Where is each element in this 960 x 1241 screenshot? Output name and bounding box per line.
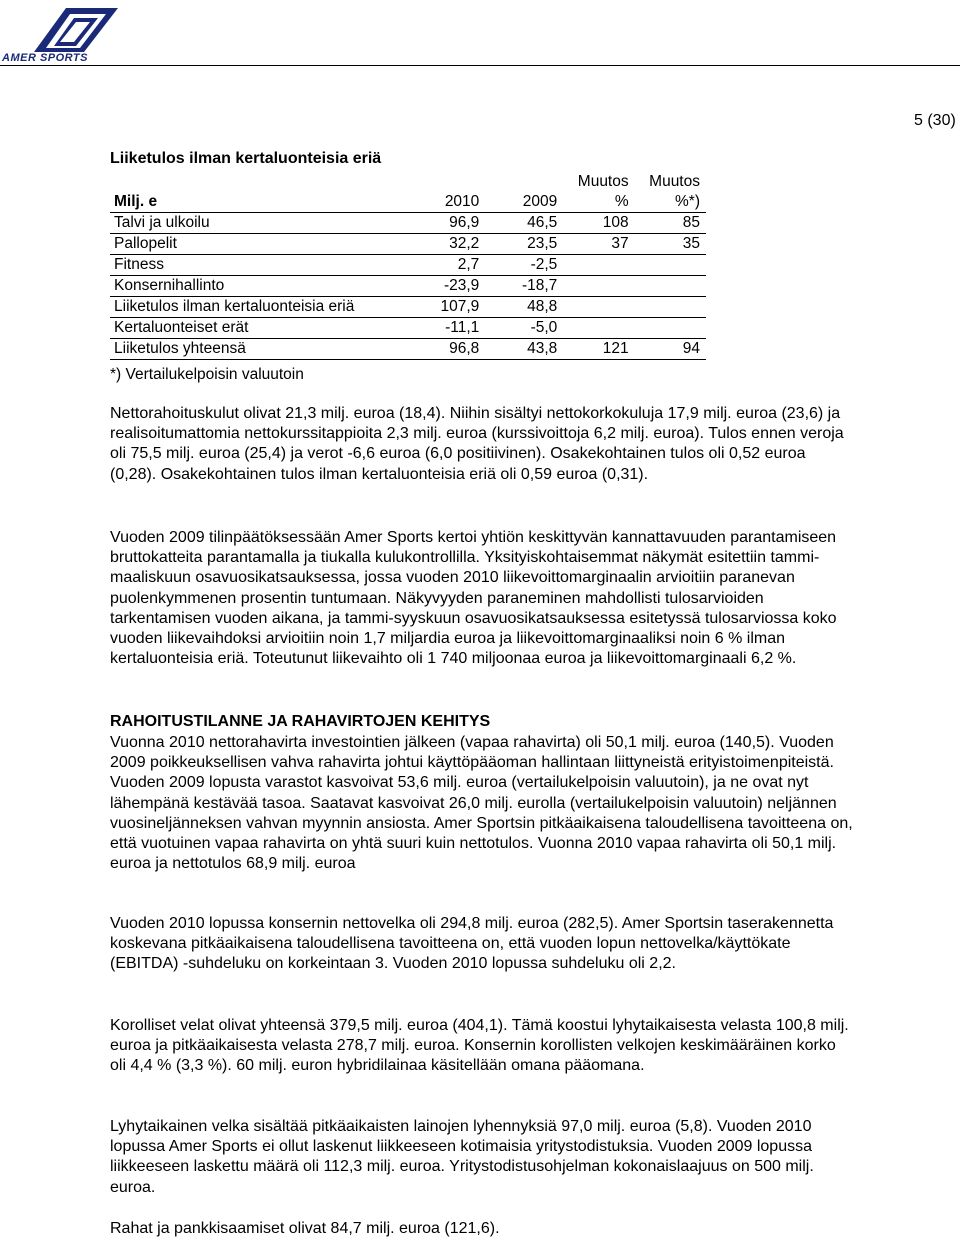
paragraph-cash: Rahat ja pankkisaamiset olivat 84,7 milj. euroa (121,6). xyxy=(110,1220,500,1237)
table-row xyxy=(110,255,706,276)
paragraph-interest-bearing-debt: Korolliset velat olivat yhteensä 379,5 milj. euroa (404,1). Tämä koostui lyhytaikaisesta velasta 100,8 milj. euroa ja pitkäaikaisesta velasta 278,7 milj. euroa. Konsernin korollisten velkojen keskimääräinen korko oli 4,4 % (3,3 %). 60 milj. euron hybridilainaa käsitellään omana pääomana. xyxy=(110,1017,849,1075)
cell: 46,5 xyxy=(485,213,563,234)
cell: -18,7 xyxy=(485,276,563,297)
row-label: Talvi ja ulkoilu xyxy=(110,213,407,234)
cell: 2,7 xyxy=(407,255,485,276)
table-row xyxy=(110,276,706,297)
cell xyxy=(635,276,706,297)
cell xyxy=(563,297,634,318)
cell: 107,9 xyxy=(407,297,485,318)
header-cell: Milj. e xyxy=(110,172,407,213)
paragraph-net-debt: Vuoden 2010 lopussa konsernin nettovelka oli 294,8 milj. euroa (282,5). Amer Sportsin taserakennetta koskevana pitkäaikaisena taloudellisena tavoitteena on, että vuoden lopun nettovelka/käyttökate (EBITDA) -suhdeluku on korkeintaan 3. Vuoden 2010 lopussa suhdeluku oli 2,2. xyxy=(110,915,834,973)
header-cell: Muutos %*) xyxy=(635,172,706,213)
header-divider xyxy=(0,65,960,66)
cell: 85 xyxy=(635,213,706,234)
paragraph-financial-costs: Nettorahoituskulut olivat 21,3 milj. euroa (18,4). Niihin sisältyi nettokorkokuluja 17,9 milj. euroa (23,6) ja realisoitumattomia nettokurssitappioita 2,3 milj. euroa (kurssivoittoja 6,2 milj. euroa). Tulos ennen veroja oli 75,5 milj. euroa (25,4) ja verot -6,6 euroa (6,0 positiivinen). Osakekohtainen tulos oli 0,52 euroa (0,28). Osakekohtainen tulos ilman kertaluonteisia eriä oli 0,59 euroa (0,31). xyxy=(110,405,844,483)
header-cell: Muutos % xyxy=(563,172,634,213)
cell: -5,0 xyxy=(485,318,563,339)
operating-result-table xyxy=(110,172,706,360)
cell xyxy=(635,318,706,339)
row-label: Pallopelit xyxy=(110,234,407,255)
cell: -23,9 xyxy=(407,276,485,297)
cell: 108 xyxy=(563,213,634,234)
cell: 48,8 xyxy=(485,297,563,318)
logo-text: AMER SPORTS xyxy=(2,52,88,64)
paragraph-outlook: Vuoden 2009 tilinpäätöksessään Amer Sports kertoi yhtiön keskittyvän kannattavuuden parantamiseen bruttokatteita parantamalla ja tiukalla kulukontrollilla. Yksityiskohtaisemmat näkymät esitettiin tammi-maaliskuun osavuosikatsauksessa, jossa vuoden 2010 liikevoittomarginaalin arvioitiin paranevan puolenkymmenen prosentin tuntumaan. Näkyvyyden paraneminen mahdollisti tulosarvioiden tarkentamisen vuoden aikana, ja tammi-syyskuun osavuosikatsauksessa esitetyssä tulosarviossa koko vuoden liikevaihdoksi arvioitiin noin 1,7 miljardia euroa ja liikevoittomarginaaliksi noin 6 % ilman kertaluonteisia eriä. Toteutunut liikevaihto oli 1 740 miljoonaa euroa ja liikevoittomarginaali 6,2 %. xyxy=(110,529,837,668)
section-heading-financing: RAHOITUSTILANNE JA RAHAVIRTOJEN KEHITYS xyxy=(110,713,491,730)
table-row xyxy=(110,297,706,318)
table-row xyxy=(110,339,706,360)
cell: 121 xyxy=(563,339,634,360)
table-row xyxy=(110,318,706,339)
page-number: 5 (30) xyxy=(914,112,956,129)
cell: 96,8 xyxy=(407,339,485,360)
cell: 37 xyxy=(563,234,634,255)
cell: 96,9 xyxy=(407,213,485,234)
header-cell: 2010 xyxy=(407,172,485,213)
cell xyxy=(635,255,706,276)
cell xyxy=(563,276,634,297)
header-cell: 2009 xyxy=(485,172,563,213)
cell: 35 xyxy=(635,234,706,255)
row-label: Konsernihallinto xyxy=(110,276,407,297)
table-row xyxy=(110,213,706,234)
cell xyxy=(635,297,706,318)
row-label: Fitness xyxy=(110,255,407,276)
section-title: Liiketulos ilman kertaluonteisia eriä xyxy=(110,150,382,167)
row-label: Liiketulos ilman kertaluonteisia eriä xyxy=(110,297,407,318)
cell xyxy=(563,318,634,339)
cell: 43,8 xyxy=(485,339,563,360)
row-label: Kertaluonteiset erät xyxy=(110,318,407,339)
cell: 23,5 xyxy=(485,234,563,255)
table-header-row xyxy=(110,172,706,213)
logo-emblem-icon xyxy=(6,6,126,56)
paragraph-cashflow: Vuonna 2010 nettorahavirta investointien jälkeen (vapaa rahavirta) oli 50,1 milj. euroa (140,5). Vuoden 2009 poikkeuksellisen vahva rahavirta johtui käyttöpääoman hallintaan liittyneistä erityistoimenpiteistä. Vuoden 2009 lopusta varastot kasvoivat 53,6 milj. euroa (vertailukelpoisin valuutoin), ja ne ovat nyt lähempänä kestävää tasoa. Saatavat kasvoivat 26,0 milj. eurolla (vertailukelpoisin valuutoin) neljännen vuosineljänneksen vahvan myynnin ansiosta. Amer Sportsin pitkäaikaisena taloudellisena tavoitteena on, että vuotuinen vapaa rahavirta on yhtä suuri kuin nettotulos. Vuonna 2010 vapaa rahavirta oli 50,1 milj. euroa ja nettotulos 68,9 milj. euroa xyxy=(110,734,853,873)
table-footnote: *) Vertailukelpoisin valuutoin xyxy=(110,366,304,383)
cell: 32,2 xyxy=(407,234,485,255)
cell: -2,5 xyxy=(485,255,563,276)
cell: 94 xyxy=(635,339,706,360)
table-row xyxy=(110,234,706,255)
cell xyxy=(563,255,634,276)
cell: -11,1 xyxy=(407,318,485,339)
row-label: Liiketulos yhteensä xyxy=(110,339,407,360)
paragraph-short-term-debt: Lyhytaikainen velka sisältää pitkäaikaisten lainojen lyhennyksiä 97,0 milj. euroa (5,8). Vuoden 2010 lopussa Amer Sports ei ollut laskenut liikkeeseen kotimaisia yritystodistuksia. Vuoden 2009 lopussa liikkeeseen laskettu määrä oli 112,3 milj. euroa. Yritystodistusohjelman kokonaislaajuus on 500 milj. euroa. xyxy=(110,1118,814,1196)
